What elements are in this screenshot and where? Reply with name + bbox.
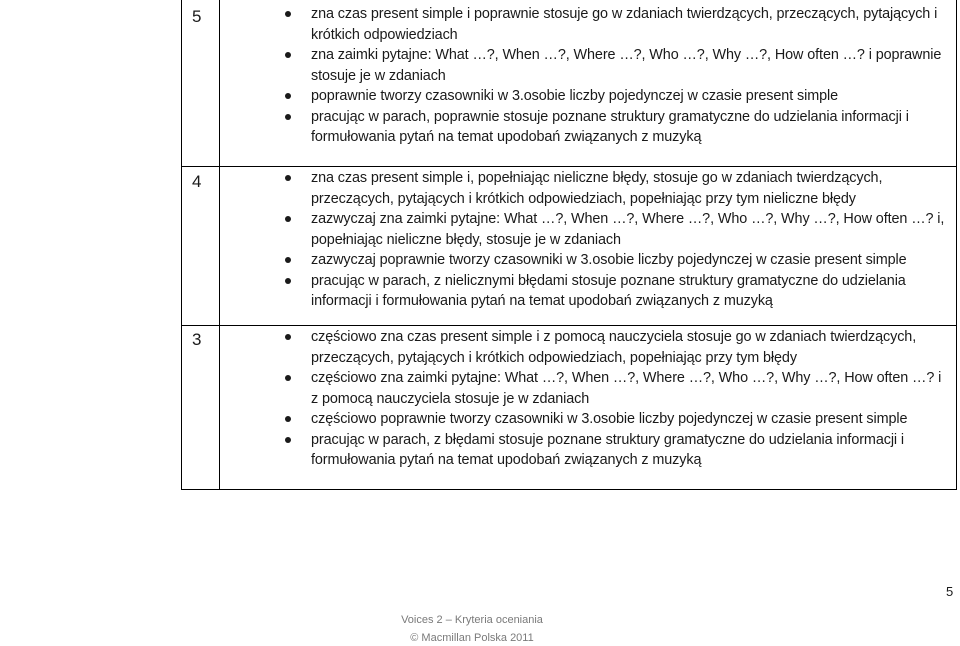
bullet-icon [285, 93, 291, 99]
list-item: poprawnie tworzy czasowniki w 3.osobie liczby pojedynczej w czasie present simple [220, 86, 950, 107]
list-item: częściowo poprawnie tworzy czasowniki w 3.osobie liczby pojedynczej w czasie present simple [220, 409, 950, 430]
grade-row-3 [182, 325, 956, 490]
footer-copyright: © Macmillan Polska 2011 [410, 632, 534, 644]
list-item: częściowo zna czas present simple i z pomocą nauczyciela stosuje go w zdaniach twierdzących, przeczących, pytających i krótkich odpowiedziach, popełniając przy tym błędy [220, 327, 950, 368]
grade-label: 3 [192, 330, 202, 349]
list-item: zna czas present simple i poprawnie stosuje go w zdaniach twierdzących, przeczących, pytających i krótkich odpowiedziach [220, 4, 950, 45]
list-item: pracując w parach, poprawnie stosuje poznane struktury gramatyczne do udzielania informacji i formułowania pytań na temat upodobań związanych z muzyką [220, 107, 950, 148]
criteria-list [220, 4, 950, 148]
footer-title: Voices 2 – Kryteria oceniania [401, 614, 543, 626]
page-number: 5 [946, 584, 954, 599]
bullet-icon [285, 11, 291, 17]
list-item: zna czas present simple i, popełniając nieliczne błędy, stosuje go w zdaniach twierdzących, przeczących, pytających i krótkich odpowiedziach, popełniając przy tym nieliczne błędy [220, 168, 950, 209]
grade-label: 4 [192, 172, 202, 191]
bullet-icon [285, 437, 291, 443]
bullet-icon [285, 257, 291, 263]
list-item: pracując w parach, z nielicznymi błędami stosuje poznane struktury gramatyczne do udzielania informacji i formułowania pytań na temat upodobań związanych z muzyką [220, 271, 950, 312]
bullet-icon [285, 416, 291, 422]
grade-row-4 [182, 166, 956, 326]
list-item: zazwyczaj poprawnie tworzy czasowniki w 3.osobie liczby pojedynczej w czasie present simple [220, 250, 950, 271]
criteria-list [220, 168, 950, 312]
bullet-icon [285, 175, 291, 181]
bullet-icon [285, 114, 291, 120]
bullet-icon [285, 278, 291, 284]
list-item: zna zaimki pytajne: What …?, When …?, Where …?, Who …?, Why …?, How often …? i poprawnie stosuje je w zdaniach [220, 45, 950, 86]
grade-row-5 [182, 0, 956, 167]
bullet-icon [285, 375, 291, 381]
criteria-list [220, 327, 950, 471]
grade-label: 5 [192, 7, 202, 26]
list-item: pracując w parach, z błędami stosuje poznane struktury gramatyczne do udzielania informacji i formułowania pytań na temat upodobań związanych z muzyką [220, 430, 950, 471]
criteria-table [181, 0, 957, 490]
bullet-icon [285, 334, 291, 340]
bullet-icon [285, 216, 291, 222]
bullet-icon [285, 52, 291, 58]
list-item: częściowo zna zaimki pytajne: What …?, When …?, Where …?, Who …?, Why …?, How often …? i z pomocą nauczyciela stosuje je w zdaniach [220, 368, 950, 409]
list-item: zazwyczaj zna zaimki pytajne: What …?, When …?, Where …?, Who …?, Why …?, How often …? i, popełniając nieliczne błędy, stosuje je w zdaniach [220, 209, 950, 250]
